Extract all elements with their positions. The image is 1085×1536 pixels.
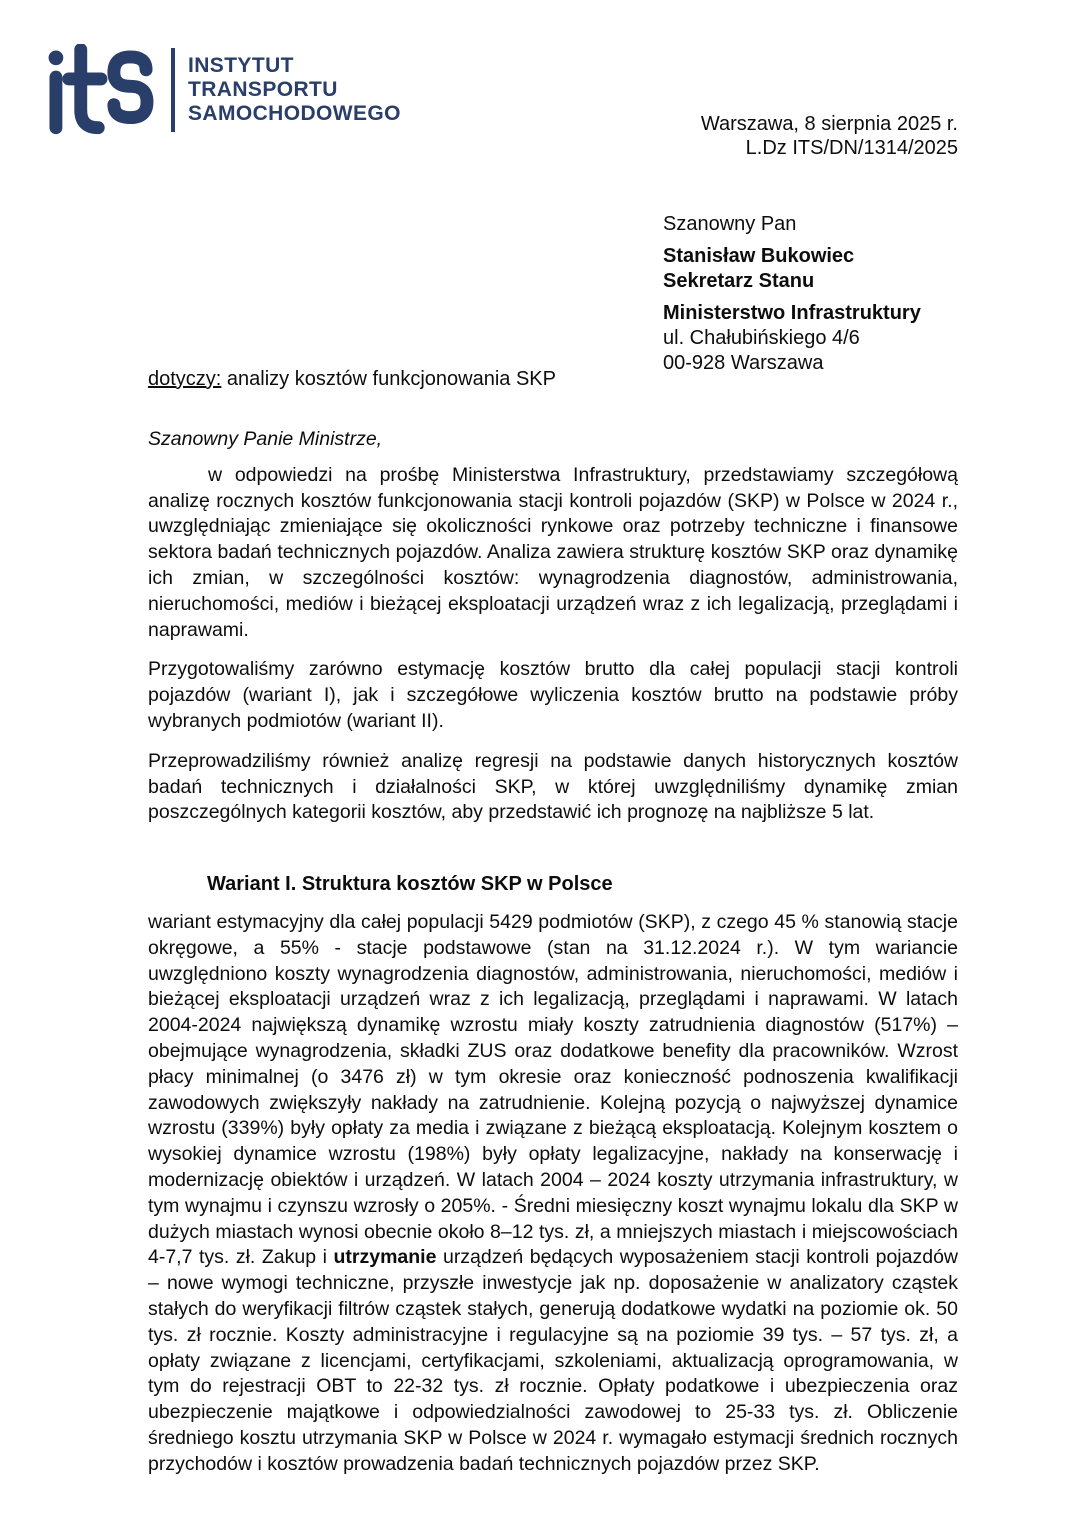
subject-text: analizy kosztów funkcjonowania SKP [226,368,556,390]
recipient-address-street: ul. Chałubińskiego 4/6 [663,327,860,349]
section-heading: Wariant I. Struktura kosztów SKP w Polsce [207,873,613,896]
recipient-title: Sekretarz Stanu [663,270,815,292]
paragraph-3: Przeprowadziliśmy również analizę regresji na podstawie danych historycznych kosztów badań technicznych i działalności SKP, w której uwzględniliśmy dynamikę zmian poszczególnych kategorii kosztów, aby przedstawić ich prognozę na najbliższe 5 lat. [148,749,958,824]
letter-body [148,427,958,1491]
recipient-organization: Ministerstwo Infrastruktury [663,302,921,324]
its-monogram-icon [45,44,157,136]
logo-org-name [188,54,401,126]
greeting: Szanowny Panie Ministrze, [148,428,383,450]
paragraph-4-bold-term: utrzymanie [333,1246,437,1269]
its-logo [45,44,401,136]
logo-divider [171,48,175,132]
paragraph-1: w odpowiedzi na prośbę Ministerstwa Infrastruktury, przedstawiamy szczegółową analizę rocznych kosztów funkcjonowania stacji kontroli pojazdów (SKP) w Polsce w 2024 r., uwzględniając zmieniające się okoliczności rynkowe oraz potrzeby techniczne i finansowe sektora badań technicznych pojazdów. Analiza zawiera strukturę kosztów SKP oraz dynamikę ich zmian, w szczególności kosztów: wynagrodzenia diagnostów, administrowania, nieruchomości, mediów i bieżącej eksploatacji urządzeń wraz z ich legalizacją, przeglądami i naprawami. [148,463,958,641]
paragraph-4 [148,910,958,1478]
reference-number: L.Dz ITS/DN/1314/2025 [745,137,958,159]
paragraph-4-text-end: urządzeń będących wyposażeniem stacji kontroli pojazdów – nowe wymogi techniczne, przyszłe inwestycje jak np. doposażenie w analizatory cząstek stałych do weryfikacji filtrów cząstek stałych, generują dodatkowe wydatki na poziomie ok. 50 tys. zł rocznie. Koszty administracyjne i regulacyjne są na poziomie 39 tys. – 57 tys. zł, a opłaty związane z licencjami, certyfikacjami, szkoleniami, aktualizacją oprogramowania, w tym do rejestracji OBT to 22-32 tys. zł rocznie. Opłaty podatkowe i ubezpieczenia oraz ubezpieczenie majątkowe i odpowiedzialności zawodowej to 25-33 tys. zł. Obliczenie średniego kosztu utrzymania SKP w Polsce w 2024 r. wymagało estymacji średnich rocznych przychodów i kosztów prowadzenia badań technicznych pojazdów przez SKP. [148,1246,958,1475]
subject-label: dotyczy: [148,368,222,390]
logo-org-line-3: SAMOCHODOWEGO [188,102,401,125]
paragraph-2: Przygotowaliśmy zarówno estymację kosztów brutto dla całej populacji stacji kontroli pojazdów (wariant I), jak i szczegółowe wyliczenia kosztów brutto na podstawie próby wybranych podmiotów (wariant II). [148,658,958,732]
logo-org-line-2: TRANSPORTU [188,78,338,101]
dateline [701,112,958,160]
logo-org-line-1: INSTYTUT [188,54,294,77]
subject-line [148,368,556,391]
paragraph-4-text-start: wariant estymacyjny dla całej populacji 5429 podmiotów (SKP), z czego 45 % stanowią stacje okręgowe, a 55% - stacje podstawowe (stan na 31.12.2024 r.). W tym wariancie uwzględniono koszty wynagrodzenia diagnostów, administrowania, nieruchomości, mediów i bieżącej eksploatacji urządzeń wraz z ich legalizacją, przeglądami i naprawami. W latach 2004-2024 największą dynamikę wzrostu miały koszty zatrudnienia diagnostów (517%) – obejmujące wynagrodzenia, składki ZUS oraz dodatkowe benefity dla pracowników. Wzrost płacy minimalnej (o 3476 zł) w tym okresie oraz konieczność podnoszenia kwalifikacji zawodowych zwiększyły nakłady na zatrudnienie. Kolejną pozycją o najwyższej dynamice wzrostu (339%) były opłaty za media i związane z bieżącą eksploatacją. Kolejnym kosztem o wysokiej dynamice wzrostu (198%) były opłaty legalizacyjne, nakłady na konserwację i modernizację obiektów i urządzeń. W latach 2004 – 2024 koszty utrzymania infrastruktury, w tym wynajmu i czynszu wzrosły o 205%. - Średni miesięczny koszt wynajmu lokalu dla SKP w dużych miastach wynosi obecnie około 8–12 tys. zł, a mniejszych miastach i miejscowościach 4-7,7 tys. zł. Zakup i [148,910,958,1269]
recipient-salutation: Szanowny Pan [663,213,797,235]
recipient-block [663,212,921,376]
place-and-date: Warszawa, 8 sierpnia 2025 r. [700,113,958,135]
recipient-name: Stanisław Bukowiec [663,245,855,267]
recipient-address-city: 00-928 Warszawa [663,352,824,374]
